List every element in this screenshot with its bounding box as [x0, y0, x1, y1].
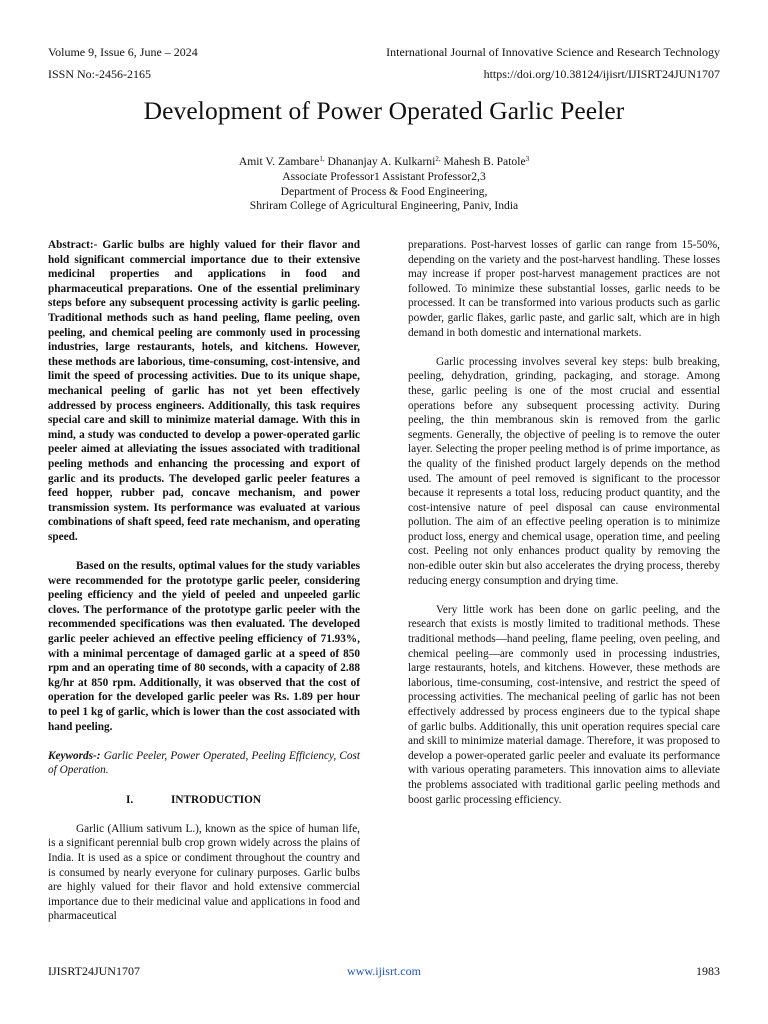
volume-info: Volume 9, Issue 6, June – 2024 [48, 45, 198, 59]
doi-link[interactable]: https://doi.org/10.38124/ijisrt/IJISRT24JUN1707 [483, 67, 720, 81]
right-column [408, 238, 720, 807]
keywords-label: Keywords-: [48, 749, 101, 762]
keywords-text: Garlic Peeler, Power Operated, Peeling Efficiency, Cost of Operation. [48, 749, 360, 777]
author-positions: Associate Professor1 Assistant Professor2,3 [282, 169, 486, 183]
issn: ISSN No:-2456-2165 [48, 67, 152, 81]
footer-website-link[interactable]: www.ijisrt.com [347, 964, 421, 978]
author-2-affil: 2, [435, 155, 441, 163]
abstract-paragraph-1: Abstract:- Garlic bulbs are highly valued for their flavor and hold significant commercial importance due to their extensive medicinal properties and applications in food and pharmaceutical preparations. One of the essential preliminary steps before any subsequent processing activity is garlic peeling. Traditional methods such as hand peeling, flame peeling, oven peeling, and chemical peeling are commonly used in processing industries, large restaurants, hotels, and kitchens. However, these methods are laborious, time-consuming, cost-intensive, and limit the speed of processing activities. Due to its unique shape, mechanical peeling of garlic has not yet been effectively addressed by process engineers. Additionally, this task requires special care and skill to minimize material damage. With this in mind, a study was conducted to develop a power-operated garlic peeler aimed at alleviating the issues associated with traditional peeling methods and enhancing the processing and export of garlic and its products. The developed garlic peeler features a feed hopper, rubber pad, concave mechanism, and power transmission system. Its performance was evaluated at various combinations of shaft speed, feed rate mechanism, and operating speed. [48, 239, 360, 543]
section-number: I. [126, 793, 134, 806]
keywords [48, 749, 360, 778]
intro-paragraph-2: Garlic processing involves several key steps: bulb breaking, peeling, dehydration, grinding, packaging, and storage. Among these, garlic peeling is one of the most crucial and essential operations before any subsequent processing activity. During peeling, the thin membranous skin is removed from the garlic segments. Generally, the objective of peeling is to remove the outer layer. Selecting the proper peeling method is of prime importance, as the quality of the finished product largely depends on the method used. The amount of peel removed is significant to the processor because it represents a total loss, reducing product quantity, and the cost-intensive nature of peel disposal can cause environmental pollution. The aim of an effective peeling operation is to minimize product loss, energy and chemical usage, operation time, and peeling cost. Peeling not only enhances product quality by removing the non-edible outer skin but also accelerates the drying process, thereby reducing energy consumption and drying time. [408, 355, 720, 587]
author-3-affil: 3 [525, 155, 530, 163]
author-block [0, 155, 768, 214]
abstract-paragraph-2: Based on the results, optimal values for the study variables were recommended for the prototype garlic peeler, considering peeling efficiency and the yield of peeled and unpeeled garlic cloves. The performance of the prototype garlic peeler with the recommended specifications was then evaluated. The developed garlic peeler achieved an effective peeling efficiency of 71.93%, with a minimal percentage of damaged garlic at a speed of 850 rpm and an operating time of 80 seconds, with a capacity of 2.88 kg/hr at 850 rpm. Additionally, it was observed that the cost of operation for the developed garlic peeler was Rs. 1.89 per hour to peel 1 kg of garlic, which is lower than the cost associated with hand peeling. [48, 560, 360, 733]
intro-paragraph-3: Very little work has been done on garlic peeling, and the research that exists is mostly limited to traditional methods. These traditional methods—hand peeling, flame peeling, oven peeling, and chemical peeling—are commonly used in processing industries, large restaurants, hotels, and kitchens. However, these methods are laborious, time-consuming, cost-intensive, and restrict the speed of processing activities. The mechanical peeling of garlic has not been effectively addressed by process engineers due to the typical shape of garlic bulbs. Additionally, this unit operation requires special care and skill to minimize material damage. Therefore, it was proposed to develop a power-operated garlic peeler and evaluate its performance with various operating parameters. This innovation aims to alleviate the problems associated with traditional garlic peeling methods and boost garlic processing efficiency. [408, 603, 720, 806]
author-3: Mahesh B. Patole [440, 155, 526, 168]
intro-paragraph-1: Garlic (Allium sativum L.), known as the spice of human life, is a significant perennial bulb crop grown widely across the plains of India. It is used as a spice or condiment throughout the country and is consumed by nearly everyone for culinary purposes. Garlic bulbs are highly valued for their flavor and hold extensive commercial importance due to their medicinal value and applications in food and pharmaceutical [48, 822, 360, 923]
author-2: Dhananjay A. Kulkarni [324, 155, 436, 168]
author-1-affil: 1, [319, 155, 325, 163]
author-department: Department of Process & Food Engineering, [280, 184, 488, 198]
author-names [0, 155, 768, 170]
footer-paper-id: IJISRT24JUN1707 [48, 964, 140, 978]
paper-title: Development of Power Operated Garlic Peeler [143, 96, 625, 125]
section-title: INTRODUCTION [171, 793, 262, 806]
author-1: Amit V. Zambare [238, 155, 320, 168]
journal-name: International Journal of Innovative Science and Research Technology [386, 45, 720, 59]
page-number: 1983 [696, 964, 720, 978]
left-column [48, 238, 360, 924]
intro-paragraph-1-continued: preparations. Post-harvest losses of garlic can range from 15-50%, depending on the variety and the post-harvest handling. These losses may increase if proper post-harvest management practices are not followed. To minimize these substantial losses, garlic needs to be processed. It can be transformed into various products such as garlic powder, garlic flakes, garlic paste, and garlic salt, which are in high demand in both domestic and international markets. [408, 239, 720, 339]
author-college: Shriram College of Agricultural Engineering, Paniv, India [249, 199, 519, 213]
section-heading-introduction [48, 793, 360, 808]
